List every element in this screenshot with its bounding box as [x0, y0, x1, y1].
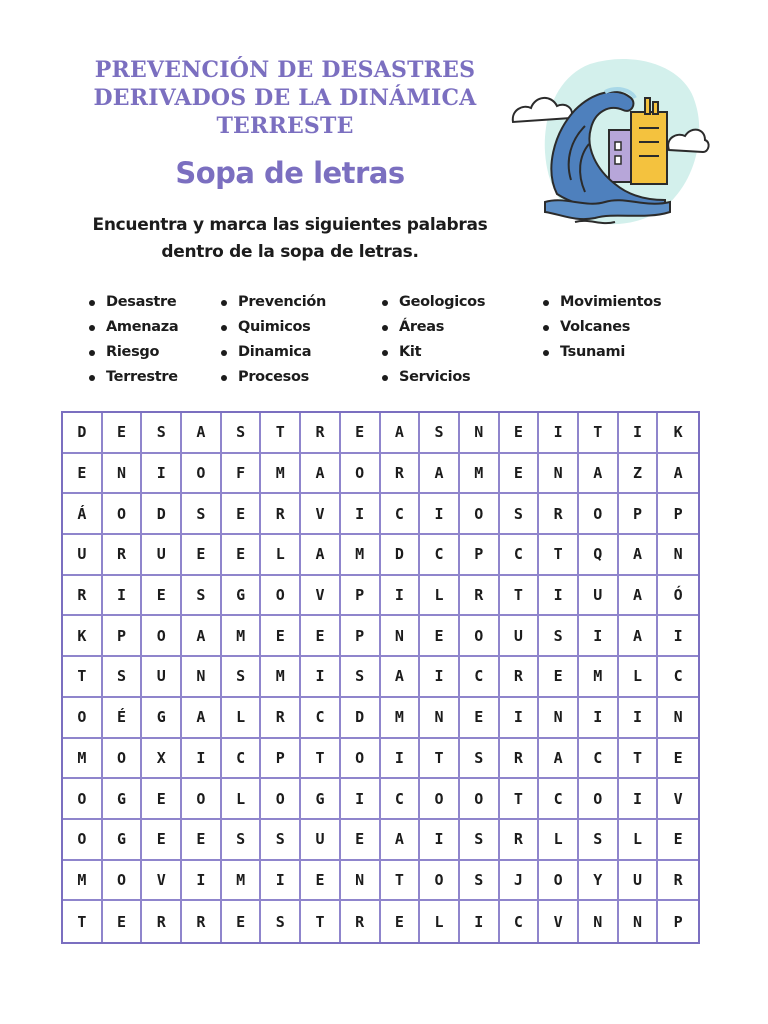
grid-cell[interactable]: O: [420, 861, 460, 902]
grid-cell[interactable]: C: [420, 535, 460, 576]
grid-cell[interactable]: I: [619, 779, 659, 820]
grid-cell[interactable]: D: [142, 494, 182, 535]
grid-cell[interactable]: J: [500, 861, 540, 902]
instructions-line-2: dentro de la sopa de letras.: [161, 242, 419, 262]
grid-cell[interactable]: I: [182, 739, 222, 780]
grid-cell[interactable]: O: [63, 698, 103, 739]
grid-cell[interactable]: T: [261, 413, 301, 454]
grid-cell[interactable]: I: [539, 413, 579, 454]
grid-cell[interactable]: R: [500, 820, 540, 861]
grid-cell[interactable]: N: [182, 657, 222, 698]
grid-cell[interactable]: V: [658, 779, 698, 820]
grid-cell[interactable]: Á: [63, 494, 103, 535]
grid-cell[interactable]: E: [460, 698, 500, 739]
grid-cell[interactable]: E: [142, 820, 182, 861]
word-list-item: Geologicos: [381, 290, 485, 315]
grid-cell[interactable]: T: [63, 657, 103, 698]
grid-cell[interactable]: A: [381, 413, 421, 454]
grid-cell[interactable]: C: [500, 901, 540, 942]
grid-cell[interactable]: S: [460, 820, 500, 861]
word-list-item: Tsunami: [542, 340, 661, 365]
grid-cell[interactable]: D: [341, 698, 381, 739]
grid-cell[interactable]: N: [341, 861, 381, 902]
grid-cell[interactable]: I: [341, 494, 381, 535]
grid-cell[interactable]: V: [142, 861, 182, 902]
grid-cell[interactable]: S: [182, 576, 222, 617]
grid-cell[interactable]: P: [341, 616, 381, 657]
grid-cell[interactable]: I: [381, 576, 421, 617]
grid-cell[interactable]: E: [341, 413, 381, 454]
grid-cell[interactable]: A: [619, 535, 659, 576]
grid-cell[interactable]: A: [579, 454, 619, 495]
grid-cell[interactable]: E: [103, 413, 143, 454]
grid-cell[interactable]: F: [222, 454, 262, 495]
grid-cell[interactable]: M: [222, 616, 262, 657]
grid-cell[interactable]: L: [619, 820, 659, 861]
grid-cell[interactable]: N: [658, 535, 698, 576]
grid-cell[interactable]: C: [460, 657, 500, 698]
grid-cell[interactable]: Ó: [658, 576, 698, 617]
grid-cell[interactable]: O: [63, 779, 103, 820]
grid-cell[interactable]: L: [420, 576, 460, 617]
grid-cell[interactable]: E: [658, 739, 698, 780]
word-list-column-2: [220, 290, 326, 390]
grid-cell[interactable]: A: [658, 454, 698, 495]
grid-cell[interactable]: I: [261, 861, 301, 902]
grid-cell[interactable]: S: [142, 413, 182, 454]
grid-cell[interactable]: I: [500, 698, 540, 739]
grid-cell[interactable]: D: [63, 413, 103, 454]
grid-cell[interactable]: S: [222, 413, 262, 454]
grid-cell[interactable]: I: [619, 413, 659, 454]
grid-cell[interactable]: E: [500, 413, 540, 454]
grid-cell[interactable]: E: [222, 494, 262, 535]
grid-cell[interactable]: S: [261, 820, 301, 861]
grid-cell[interactable]: R: [261, 494, 301, 535]
grid-cell[interactable]: S: [420, 413, 460, 454]
grid-cell[interactable]: E: [381, 901, 421, 942]
page-subtitle: Sopa de letras: [175, 156, 405, 190]
title-line-2: DERIVADOS DE LA DINÁMICA: [93, 85, 477, 111]
grid-cell[interactable]: R: [500, 657, 540, 698]
grid-cell[interactable]: R: [103, 535, 143, 576]
grid-cell[interactable]: E: [341, 820, 381, 861]
grid-cell[interactable]: M: [341, 535, 381, 576]
grid-cell[interactable]: I: [420, 657, 460, 698]
title-line-1: PREVENCIÓN DE DESASTRES: [94, 57, 476, 83]
grid-cell[interactable]: C: [500, 535, 540, 576]
grid-cell[interactable]: O: [103, 494, 143, 535]
grid-cell[interactable]: N: [420, 698, 460, 739]
grid-cell[interactable]: D: [381, 535, 421, 576]
grid-cell[interactable]: Y: [579, 861, 619, 902]
grid-cell[interactable]: O: [63, 820, 103, 861]
grid-cell[interactable]: I: [658, 616, 698, 657]
grid-cell[interactable]: S: [222, 657, 262, 698]
grid-cell[interactable]: C: [381, 779, 421, 820]
grid-cell[interactable]: M: [381, 698, 421, 739]
grid-cell[interactable]: S: [460, 861, 500, 902]
grid-cell[interactable]: M: [579, 657, 619, 698]
grid-cell[interactable]: E: [539, 657, 579, 698]
grid-cell[interactable]: P: [103, 616, 143, 657]
grid-cell[interactable]: G: [142, 698, 182, 739]
grid-cell[interactable]: L: [222, 779, 262, 820]
grid-cell[interactable]: K: [63, 616, 103, 657]
grid-cell[interactable]: P: [619, 494, 659, 535]
word-search-grid[interactable]: [61, 411, 700, 944]
grid-cell[interactable]: L: [420, 901, 460, 942]
grid-cell[interactable]: U: [63, 535, 103, 576]
grid-cell[interactable]: M: [261, 454, 301, 495]
grid-cell[interactable]: I: [579, 616, 619, 657]
grid-cell[interactable]: A: [301, 454, 341, 495]
grid-cell[interactable]: O: [579, 779, 619, 820]
grid-cell[interactable]: C: [658, 657, 698, 698]
grid-cell[interactable]: E: [261, 616, 301, 657]
grid-cell[interactable]: L: [222, 698, 262, 739]
word-list-column-3: [381, 290, 485, 390]
grid-cell[interactable]: O: [182, 454, 222, 495]
grid-cell[interactable]: O: [420, 779, 460, 820]
grid-cell[interactable]: V: [301, 494, 341, 535]
grid-cell[interactable]: E: [63, 454, 103, 495]
word-list-item: Desastre: [88, 290, 178, 315]
grid-cell[interactable]: O: [460, 779, 500, 820]
word-list-item: Amenaza: [88, 315, 178, 340]
page-title: [60, 56, 510, 140]
grid-cell[interactable]: N: [381, 616, 421, 657]
grid-cell[interactable]: R: [142, 901, 182, 942]
grid-cell[interactable]: I: [142, 454, 182, 495]
grid-cell[interactable]: R: [539, 494, 579, 535]
grid-cell[interactable]: T: [500, 779, 540, 820]
grid-cell[interactable]: R: [182, 901, 222, 942]
grid-cell[interactable]: O: [103, 739, 143, 780]
grid-cell[interactable]: P: [261, 739, 301, 780]
tsunami-wave-city-icon: [505, 52, 710, 232]
grid-cell[interactable]: I: [420, 820, 460, 861]
grid-cell[interactable]: C: [579, 739, 619, 780]
grid-cell[interactable]: I: [301, 657, 341, 698]
grid-cell[interactable]: T: [579, 413, 619, 454]
word-list-item: Servicios: [381, 365, 485, 390]
grid-cell[interactable]: O: [103, 861, 143, 902]
grid-cell[interactable]: N: [460, 413, 500, 454]
grid-cell[interactable]: M: [63, 739, 103, 780]
grid-cell[interactable]: P: [658, 494, 698, 535]
grid-cell[interactable]: A: [301, 535, 341, 576]
word-list-item: Procesos: [220, 365, 326, 390]
grid-cell[interactable]: S: [182, 494, 222, 535]
grid-cell[interactable]: R: [301, 413, 341, 454]
grid-cell[interactable]: A: [420, 454, 460, 495]
grid-cell[interactable]: V: [301, 576, 341, 617]
grid-cell[interactable]: N: [619, 901, 659, 942]
grid-cell[interactable]: E: [182, 820, 222, 861]
grid-cell[interactable]: G: [301, 779, 341, 820]
grid-cell[interactable]: R: [261, 698, 301, 739]
grid-cell[interactable]: C: [222, 739, 262, 780]
word-list-item: Kit: [381, 340, 485, 365]
grid-cell[interactable]: I: [341, 779, 381, 820]
grid-cell[interactable]: U: [500, 616, 540, 657]
instructions-line-1: Encuentra y marca las siguientes palabras: [92, 215, 488, 235]
grid-cell[interactable]: E: [301, 616, 341, 657]
grid-cell[interactable]: T: [63, 901, 103, 942]
grid-cell[interactable]: K: [658, 413, 698, 454]
title-line-3: TERRESTE: [216, 113, 354, 139]
grid-cell[interactable]: N: [539, 454, 579, 495]
grid-cell[interactable]: G: [222, 576, 262, 617]
word-list-column-4: [542, 290, 661, 365]
word-list-item: Quimicos: [220, 315, 326, 340]
grid-cell[interactable]: E: [658, 820, 698, 861]
grid-cell[interactable]: U: [579, 576, 619, 617]
word-list-item: Áreas: [381, 315, 485, 340]
grid-cell[interactable]: E: [142, 576, 182, 617]
grid-cell[interactable]: X: [142, 739, 182, 780]
grid-cell[interactable]: O: [142, 616, 182, 657]
word-list-item: Riesgo: [88, 340, 178, 365]
grid-cell[interactable]: S: [460, 739, 500, 780]
grid-cell[interactable]: E: [222, 901, 262, 942]
grid-cell[interactable]: L: [261, 535, 301, 576]
instructions: [60, 212, 520, 266]
grid-cell[interactable]: R: [500, 739, 540, 780]
grid-cell[interactable]: E: [500, 454, 540, 495]
grid-cell[interactable]: M: [63, 861, 103, 902]
grid-cell[interactable]: U: [301, 820, 341, 861]
grid-cell[interactable]: R: [341, 901, 381, 942]
grid-cell[interactable]: Q: [579, 535, 619, 576]
grid-cell[interactable]: N: [579, 901, 619, 942]
grid-cell[interactable]: A: [539, 739, 579, 780]
word-list-item: Dinamica: [220, 340, 326, 365]
grid-cell[interactable]: T: [420, 739, 460, 780]
grid-cell[interactable]: O: [341, 454, 381, 495]
grid-cell[interactable]: A: [182, 616, 222, 657]
grid-cell[interactable]: N: [103, 454, 143, 495]
grid-cell[interactable]: A: [619, 616, 659, 657]
grid-cell[interactable]: N: [539, 698, 579, 739]
grid-cell[interactable]: O: [579, 494, 619, 535]
grid-cell[interactable]: L: [539, 820, 579, 861]
grid-cell[interactable]: S: [341, 657, 381, 698]
grid-cell[interactable]: A: [182, 698, 222, 739]
grid-cell[interactable]: I: [182, 861, 222, 902]
grid-cell[interactable]: G: [103, 820, 143, 861]
grid-cell[interactable]: R: [381, 454, 421, 495]
grid-cell[interactable]: U: [142, 535, 182, 576]
grid-cell[interactable]: T: [619, 739, 659, 780]
grid-cell[interactable]: E: [222, 535, 262, 576]
grid-cell[interactable]: M: [261, 657, 301, 698]
grid-cell[interactable]: R: [460, 576, 500, 617]
grid-cell[interactable]: O: [261, 576, 301, 617]
grid-cell[interactable]: I: [420, 494, 460, 535]
grid-cell[interactable]: O: [460, 494, 500, 535]
grid-cell[interactable]: S: [539, 616, 579, 657]
grid-cell[interactable]: M: [460, 454, 500, 495]
grid-cell[interactable]: T: [301, 739, 341, 780]
grid-cell[interactable]: I: [460, 901, 500, 942]
grid-cell[interactable]: A: [381, 657, 421, 698]
grid-cell[interactable]: L: [619, 657, 659, 698]
grid-cell[interactable]: E: [182, 535, 222, 576]
grid-cell[interactable]: M: [222, 861, 262, 902]
grid-cell[interactable]: T: [381, 861, 421, 902]
grid-cell[interactable]: C: [539, 779, 579, 820]
grid-cell[interactable]: C: [301, 698, 341, 739]
grid-cell[interactable]: V: [539, 901, 579, 942]
grid-cell[interactable]: S: [579, 820, 619, 861]
grid-cell[interactable]: G: [103, 779, 143, 820]
grid-cell[interactable]: I: [619, 698, 659, 739]
grid-cell[interactable]: E: [301, 861, 341, 902]
word-list-item: Prevención: [220, 290, 326, 315]
grid-cell[interactable]: E: [142, 779, 182, 820]
grid-cell[interactable]: O: [341, 739, 381, 780]
grid-cell[interactable]: I: [103, 576, 143, 617]
grid-cell[interactable]: O: [460, 616, 500, 657]
word-list-item: Terrestre: [88, 365, 178, 390]
grid-cell[interactable]: T: [500, 576, 540, 617]
grid-cell[interactable]: O: [261, 779, 301, 820]
grid-cell[interactable]: I: [381, 739, 421, 780]
grid-cell[interactable]: P: [460, 535, 500, 576]
grid-cell[interactable]: U: [619, 861, 659, 902]
grid-cell[interactable]: R: [63, 576, 103, 617]
grid-cell[interactable]: Z: [619, 454, 659, 495]
grid-cell[interactable]: U: [142, 657, 182, 698]
grid-cell[interactable]: O: [182, 779, 222, 820]
grid-cell[interactable]: T: [301, 901, 341, 942]
grid-cell[interactable]: I: [539, 576, 579, 617]
grid-cell[interactable]: S: [222, 820, 262, 861]
grid-cell[interactable]: A: [619, 576, 659, 617]
grid-cell[interactable]: O: [539, 861, 579, 902]
grid-cell[interactable]: P: [341, 576, 381, 617]
grid-cell[interactable]: E: [103, 901, 143, 942]
grid-cell[interactable]: E: [420, 616, 460, 657]
grid-cell[interactable]: N: [658, 698, 698, 739]
grid-cell[interactable]: I: [579, 698, 619, 739]
grid-cell[interactable]: T: [539, 535, 579, 576]
word-list-column-1: [88, 290, 178, 390]
grid-cell[interactable]: R: [658, 861, 698, 902]
grid-cell[interactable]: C: [381, 494, 421, 535]
grid-cell[interactable]: A: [182, 413, 222, 454]
grid-cell[interactable]: S: [500, 494, 540, 535]
word-list-item: Movimientos: [542, 290, 661, 315]
grid-cell[interactable]: É: [103, 698, 143, 739]
grid-cell[interactable]: S: [103, 657, 143, 698]
word-list-item: Volcanes: [542, 315, 661, 340]
grid-cell[interactable]: P: [673, 912, 683, 931]
grid-cell[interactable]: A: [381, 820, 421, 861]
grid-cell[interactable]: S: [261, 901, 301, 942]
